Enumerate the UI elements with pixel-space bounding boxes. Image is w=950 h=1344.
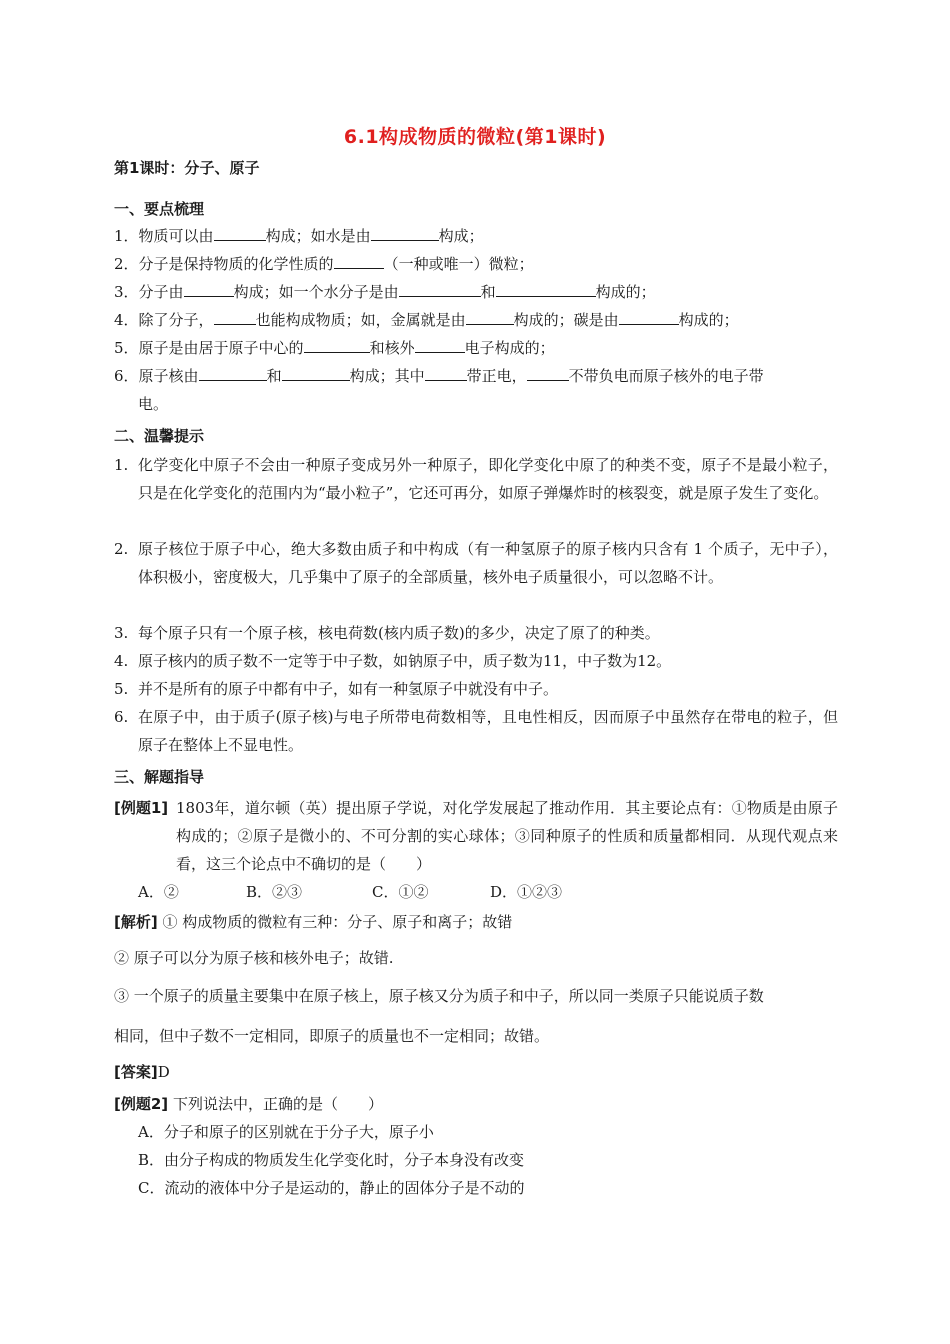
answer-value: D xyxy=(157,1063,170,1081)
example-1-text: 1803年，道尔顿（英）提出原子学说，对化学发展起了推动作用．其主要论点有：①物质是由原子构成的；②原子是微小的、不可分割的实心球体；③同种原子的性质和质量都相同．从现代观点来看，这三个论点中不确切的是（ ） xyxy=(176,799,838,873)
example-2-label: [例题2] xyxy=(114,1095,169,1113)
analysis-line-2: ② 原子可以分为原子核和核外电子；故错. xyxy=(114,949,394,967)
example-2-option-c: C．流动的液体中分子是运动的，静止的固体分子是不动的 xyxy=(138,1179,525,1197)
example-1-option-b: B．②③ xyxy=(246,883,303,901)
example-1-option-a: A．② xyxy=(138,883,179,901)
lesson-subtitle: 第1课时：分子、原子 xyxy=(114,159,260,177)
tip-5: 5. 并不是所有的原子中都有中子，如有一种氢原子中就没有中子。 xyxy=(114,680,559,698)
analysis-line-3: ③ 一个原子的质量主要集中在原子核上，原子核又分为质子和中子，所以同一类原子只能说质子数 xyxy=(114,987,764,1005)
section-heading-2: 二、温馨提示 xyxy=(114,427,205,445)
point-6: 6．原子核由 和 构成；其中 带正电， 不带负电而原子核外的电子带 xyxy=(114,367,764,385)
example-2-option-a: A．分子和原子的区别就在于分子大，原子小 xyxy=(138,1123,434,1141)
tip-1: 1. 化学变化中原子不会由一种原子变成另外一种原子，即化学变化中原了的种类不变，原子不是最小粒子，只是在化学变化的范围内为“最小粒子”，它还可再分，如原子弹爆炸时的核裂变，就是原子发生了变化。 xyxy=(114,456,838,502)
answer xyxy=(114,1062,170,1082)
point-6-cont: 电。 xyxy=(138,395,169,413)
analysis-line-1: [解析] ① 构成物质的微粒有三种：分子、原子和离子；故错 xyxy=(114,913,513,931)
point-1: 1．物质可以由 构成；如水是由 构成； xyxy=(114,227,484,245)
example-2 xyxy=(114,1094,383,1114)
point-3: 3．分子由 构成；如一个水分子是由 和 构成的； xyxy=(114,283,656,301)
analysis-line-4: 相同，但中子数不一定相同，即原子的质量也不一定相同；故错。 xyxy=(114,1027,550,1045)
example-2-text: 下列说法中，正确的是（ ） xyxy=(172,1095,383,1113)
tip-6: 6. 在原子中，由于质子(原子核)与电子所带电荷数相等，且电性相反，因而原子中虽然存在带电的粒子，但原子在整体上不显电性。 xyxy=(114,708,838,754)
answer-label: [答案] xyxy=(114,1063,158,1081)
page-title: 6.1构成物质的微粒(第1课时) xyxy=(343,126,607,148)
example-1 xyxy=(114,794,838,878)
point-4: 4．除了分子， 也能构成物质；如，金属就是由 构成的；碳是由 构成的； xyxy=(114,311,739,329)
example-1-option-c: C．①② xyxy=(372,883,429,901)
tip-3: 3. 每个原子只有一个原子核，核电荷数(核内质子数)的多少，决定了原了的种类。 xyxy=(114,624,660,642)
section-heading-1: 一、要点梳理 xyxy=(114,200,205,218)
example-1-label: [例题1] xyxy=(114,799,169,817)
example-1-option-d: D．①②③ xyxy=(490,883,563,901)
example-2-option-b: B．由分子构成的物质发生化学变化时，分子本身没有改变 xyxy=(138,1151,525,1169)
section-heading-3: 三、解题指导 xyxy=(114,768,205,786)
tip-4: 4. 原子核内的质子数不一定等于中子数，如钠原子中，质子数为11，中子数为12。 xyxy=(114,652,672,670)
analysis-label: [解析] xyxy=(114,913,158,931)
tip-2: 2. 原子核位于原子中心，绝大多数由质子和中构成（有一种氢原子的原子核内只含有 1 个质子，无中子），体积极小，密度极大，几乎集中了原子的全部质量，核外电子质量很小，可以忽略不计。 xyxy=(114,540,838,586)
point-5: 5．原子是由居于原子中心的 和核外 电子构成的； xyxy=(114,339,555,357)
point-2: 2．分子是保持物质的化学性质的 （一种或唯一）微粒； xyxy=(114,255,534,273)
